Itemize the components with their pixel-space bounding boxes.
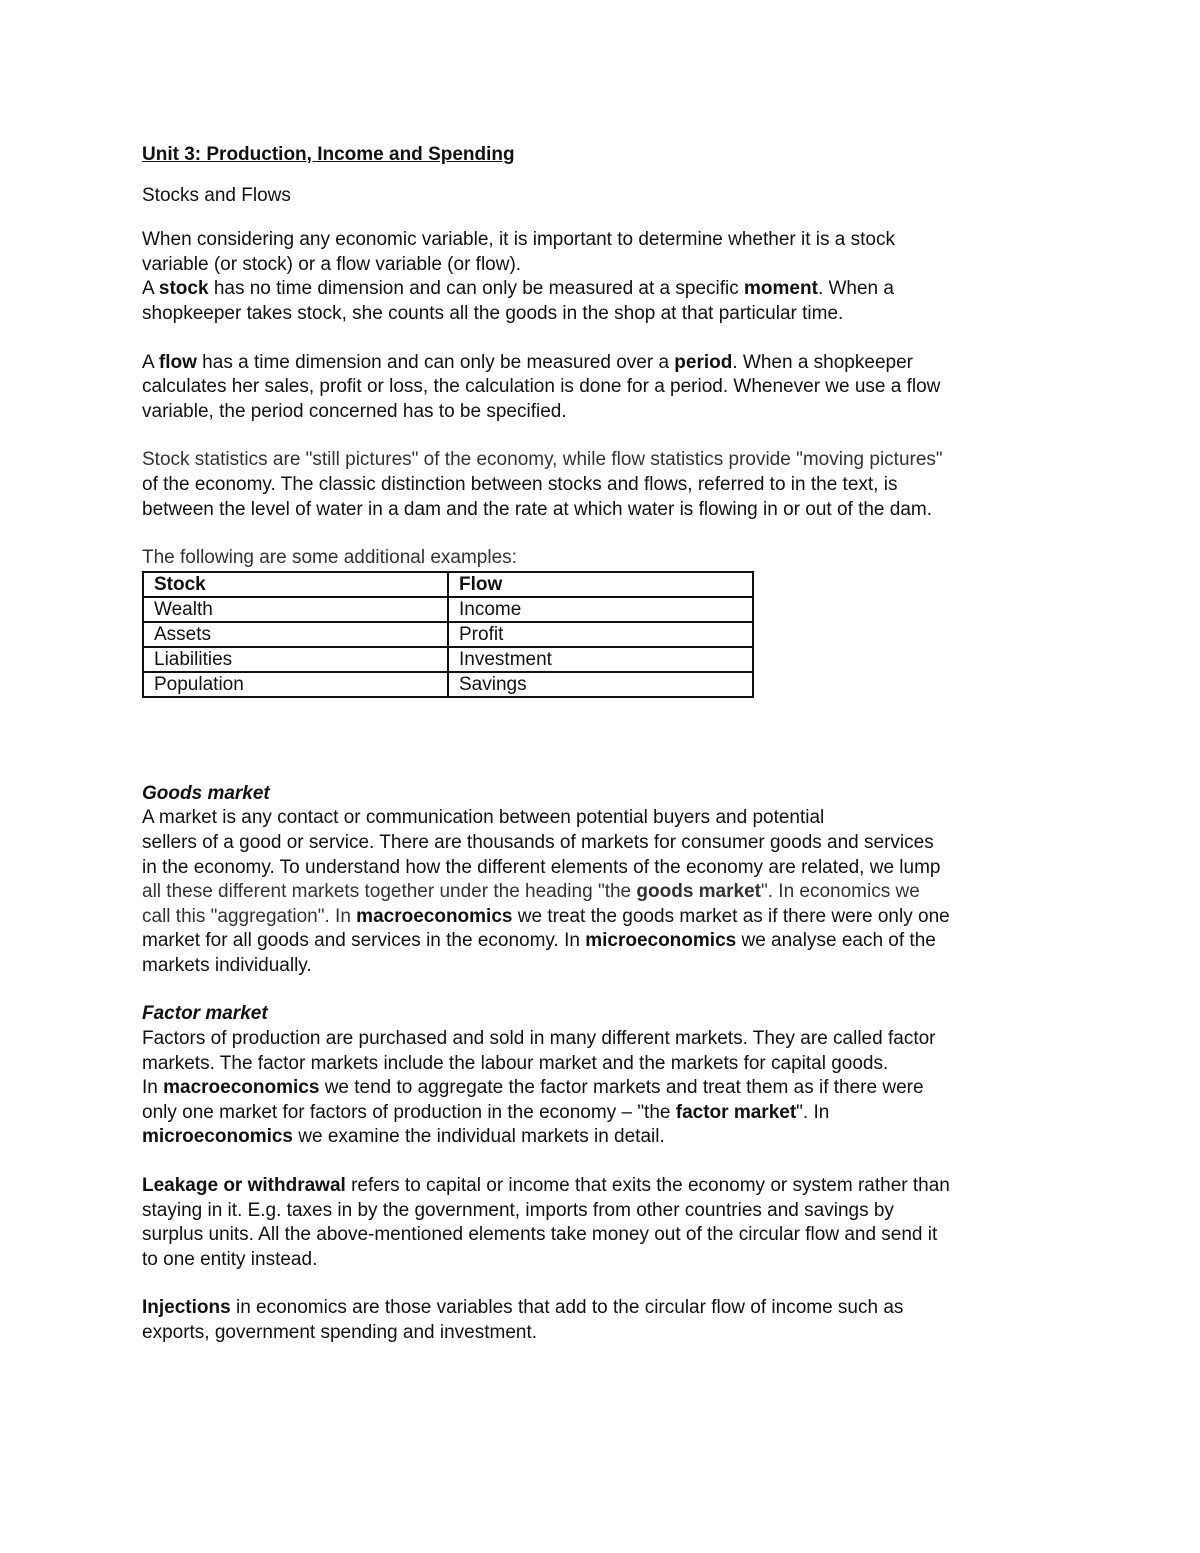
paragraph-stock-definition [142, 277, 1072, 326]
term-flow: flow [158, 351, 197, 373]
text-line: sellers of a good or service. There are thousands of markets for consumer goods and services [142, 831, 934, 853]
text-line: staying in it. E.g. taxes in by the government, imports from other countries and savings by [142, 1199, 894, 1221]
text-line: microeconomics we examine the individual markets in detail. [142, 1126, 665, 1148]
term-moment: moment [744, 278, 818, 300]
text-line: all these different markets together under the heading "the goods market". In economics we [142, 881, 920, 903]
table-cell: Profit [448, 622, 753, 647]
document-page [142, 143, 1072, 1346]
term-macroeconomics: macroeconomics [356, 905, 513, 927]
table-cell: Investment [448, 647, 753, 672]
table-row [143, 672, 753, 697]
text-line: A flow has a time dimension and can only be measured over a period. When a shopkeeper [142, 351, 913, 373]
term-factor-market: factor market [675, 1101, 797, 1123]
term-goods-market: goods market [636, 881, 761, 903]
text-line: In macroeconomics we tend to aggregate the factor markets and treat them as if there were [142, 1077, 924, 1099]
text-line: A market is any contact or communication between potential buyers and potential [142, 807, 825, 829]
text-line: in the economy. To understand how the different elements of the economy are related, we lump [142, 856, 941, 878]
table-cell: Population [143, 672, 448, 697]
section-factor-market [142, 1002, 1072, 1150]
factor-market-heading: Factor market [142, 1003, 268, 1025]
text-line: surplus units. All the above-mentioned elements take money out of the circular flow and send it [142, 1224, 938, 1246]
text-line: markets individually. [142, 954, 312, 976]
paragraph-stock-statistics [142, 448, 1072, 522]
term-microeconomics: microeconomics [142, 1126, 293, 1148]
table-header-stock: Stock [143, 572, 448, 597]
table-cell: Income [448, 597, 753, 622]
paragraph-intro [142, 228, 1072, 277]
text-line: market for all goods and services in the economy. In microeconomics we analyse each of the [142, 930, 936, 952]
text-line: variable (or stock) or a flow variable (or flow). [142, 253, 522, 275]
text-line: Stock statistics are "still pictures" of the economy, while flow statistics provide "moving pictures" [142, 449, 943, 471]
table-row [143, 597, 753, 622]
text-line: variable, the period concerned has to be specified. [142, 400, 567, 422]
text-line: When considering any economic variable, it is important to determine whether it is a stock [142, 229, 895, 251]
text-line: call this "aggregation". In macroeconomics we treat the goods market as if there were only one [142, 905, 950, 927]
text-line: of the economy. The classic distinction between stocks and flows, referred to in the text, is [142, 473, 898, 495]
table-cell: Assets [143, 622, 448, 647]
section-heading: Stocks and Flows [142, 184, 291, 206]
text-line: calculates her sales, profit or loss, the calculation is done for a period. Whenever we use a flow [142, 376, 941, 398]
text-line: markets. The factor markets include the labour market and the markets for capital goods. [142, 1052, 889, 1074]
text-line: Leakage or withdrawal refers to capital or income that exits the economy or system rather than [142, 1175, 950, 1197]
paragraph-leakage [142, 1174, 1072, 1272]
term-leakage: Leakage or withdrawal [142, 1175, 346, 1197]
paragraph-flow-definition [142, 351, 1072, 425]
text-line: A stock has no time dimension and can only be measured at a specific moment. When a [142, 278, 894, 300]
table-cell: Wealth [143, 597, 448, 622]
table-intro: The following are some additional examples: [142, 547, 517, 569]
table-row [143, 622, 753, 647]
section-goods-market [142, 782, 1072, 979]
table-header-flow: Flow [448, 572, 753, 597]
text-line: shopkeeper takes stock, she counts all the goods in the shop at that particular time. [142, 302, 844, 324]
term-stock: stock [158, 278, 209, 300]
text-line: between the level of water in a dam and the rate at which water is flowing in or out of the dam. [142, 498, 932, 520]
text-line: Injections in economics are those variables that add to the circular flow of income such as [142, 1297, 904, 1319]
paragraph-injections [142, 1296, 1072, 1345]
page-title: Unit 3: Production, Income and Spending [142, 144, 515, 165]
table-cell: Liabilities [143, 647, 448, 672]
text-line: to one entity instead. [142, 1248, 318, 1270]
term-period: period [674, 351, 733, 373]
term-injections: Injections [142, 1297, 231, 1319]
table-row [143, 647, 753, 672]
stock-flow-table [142, 571, 754, 698]
term-macroeconomics: macroeconomics [163, 1077, 320, 1099]
table-header-row [143, 572, 753, 597]
text-line: only one market for factors of production in the economy – "the factor market". In [142, 1101, 830, 1123]
term-microeconomics: microeconomics [585, 930, 737, 952]
table-cell: Savings [448, 672, 753, 697]
goods-market-heading: Goods market [142, 782, 270, 804]
text-line: Factors of production are purchased and sold in many different markets. They are called factor [142, 1028, 936, 1050]
text-line: exports, government spending and investment. [142, 1322, 538, 1343]
